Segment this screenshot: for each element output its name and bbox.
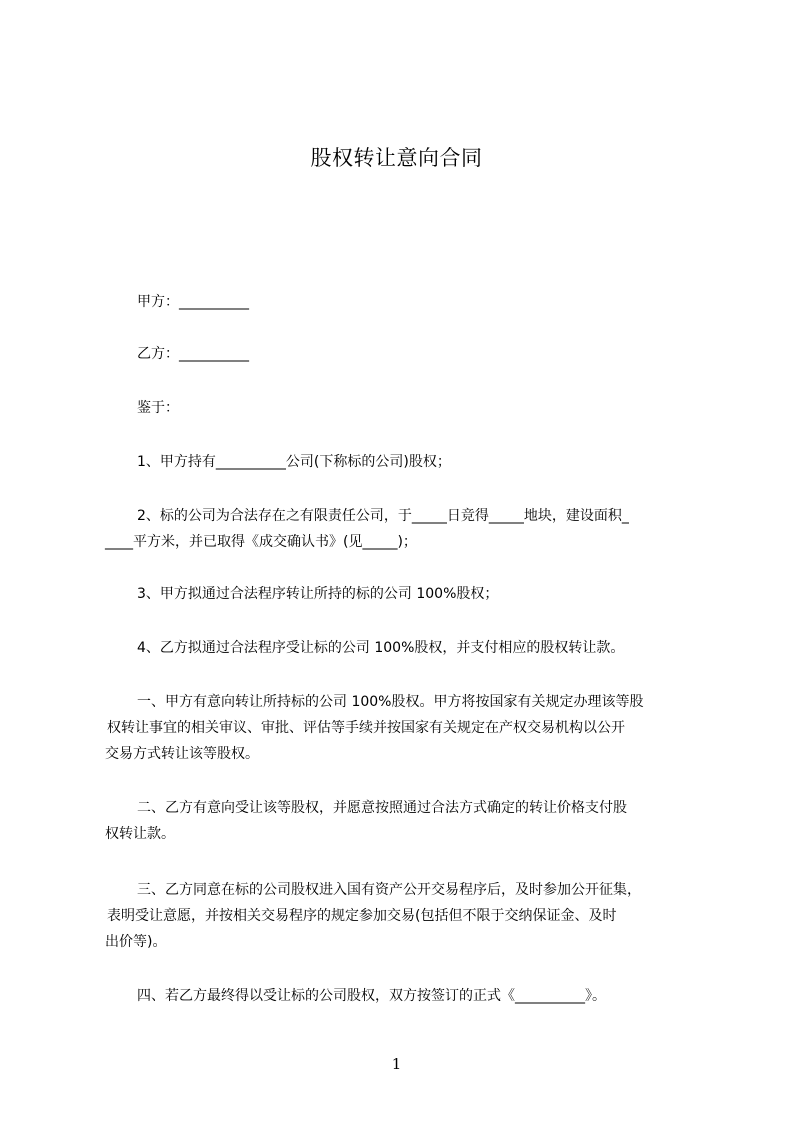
recital-4: 4、乙方拟通过合法程序受让标的公司 100%股权，并支付相应的股权转让款。 bbox=[137, 640, 625, 656]
article-1-line-1: 一、甲方有意向转让所持标的公司 100%股权。甲方将按国家有关规定办理该等股 bbox=[137, 694, 644, 710]
whereas-heading: 鉴于： bbox=[137, 400, 179, 416]
article-1-line-3: 交易方式转让该等股权。 bbox=[105, 746, 259, 762]
article-2-line-2: 权转让款。 bbox=[105, 826, 175, 842]
recital-3: 3、甲方拟通过合法程序转让所持的标的公司 100%股权； bbox=[137, 586, 499, 602]
recital-2-line-1: 2、标的公司为合法存在之有限责任公司，于_____日竞得_____地块，建设面积_ bbox=[137, 508, 629, 524]
article-3-line-1: 三、乙方同意在标的公司股权进入国有资产公开交易程序后，及时参加公开征集， bbox=[137, 882, 641, 898]
recital-1: 1、甲方持有__________公司(下称标的公司)股权； bbox=[137, 454, 451, 470]
article-3-line-2: 表明受让意愿，并按相关交易程序的规定参加交易(包括但不限于交纳保证金、及时 bbox=[107, 908, 617, 924]
article-4: 四、若乙方最终得以受让标的公司股权，双方按签订的正式《__________》。 bbox=[137, 988, 606, 1004]
party-b-line: 乙方：__________ bbox=[137, 346, 249, 362]
contract-title: 股权转让意向合同 bbox=[310, 146, 483, 170]
article-3-line-3: 出价等)。 bbox=[105, 934, 167, 950]
article-1-line-2: 权转让事宜的相关审议、审批、评估等手续并按国家有关规定在产权交易机构以公开 bbox=[107, 720, 625, 736]
page-number: 1 bbox=[391, 1055, 402, 1073]
party-a-line: 甲方：__________ bbox=[137, 294, 249, 310]
recital-2-line-2: ____平方米，并已取得《成交确认书》(见_____)； bbox=[105, 534, 417, 550]
article-2-line-1: 二、乙方有意向受让该等股权，并愿意按照通过合法方式确定的转让价格支付股 bbox=[137, 800, 627, 816]
